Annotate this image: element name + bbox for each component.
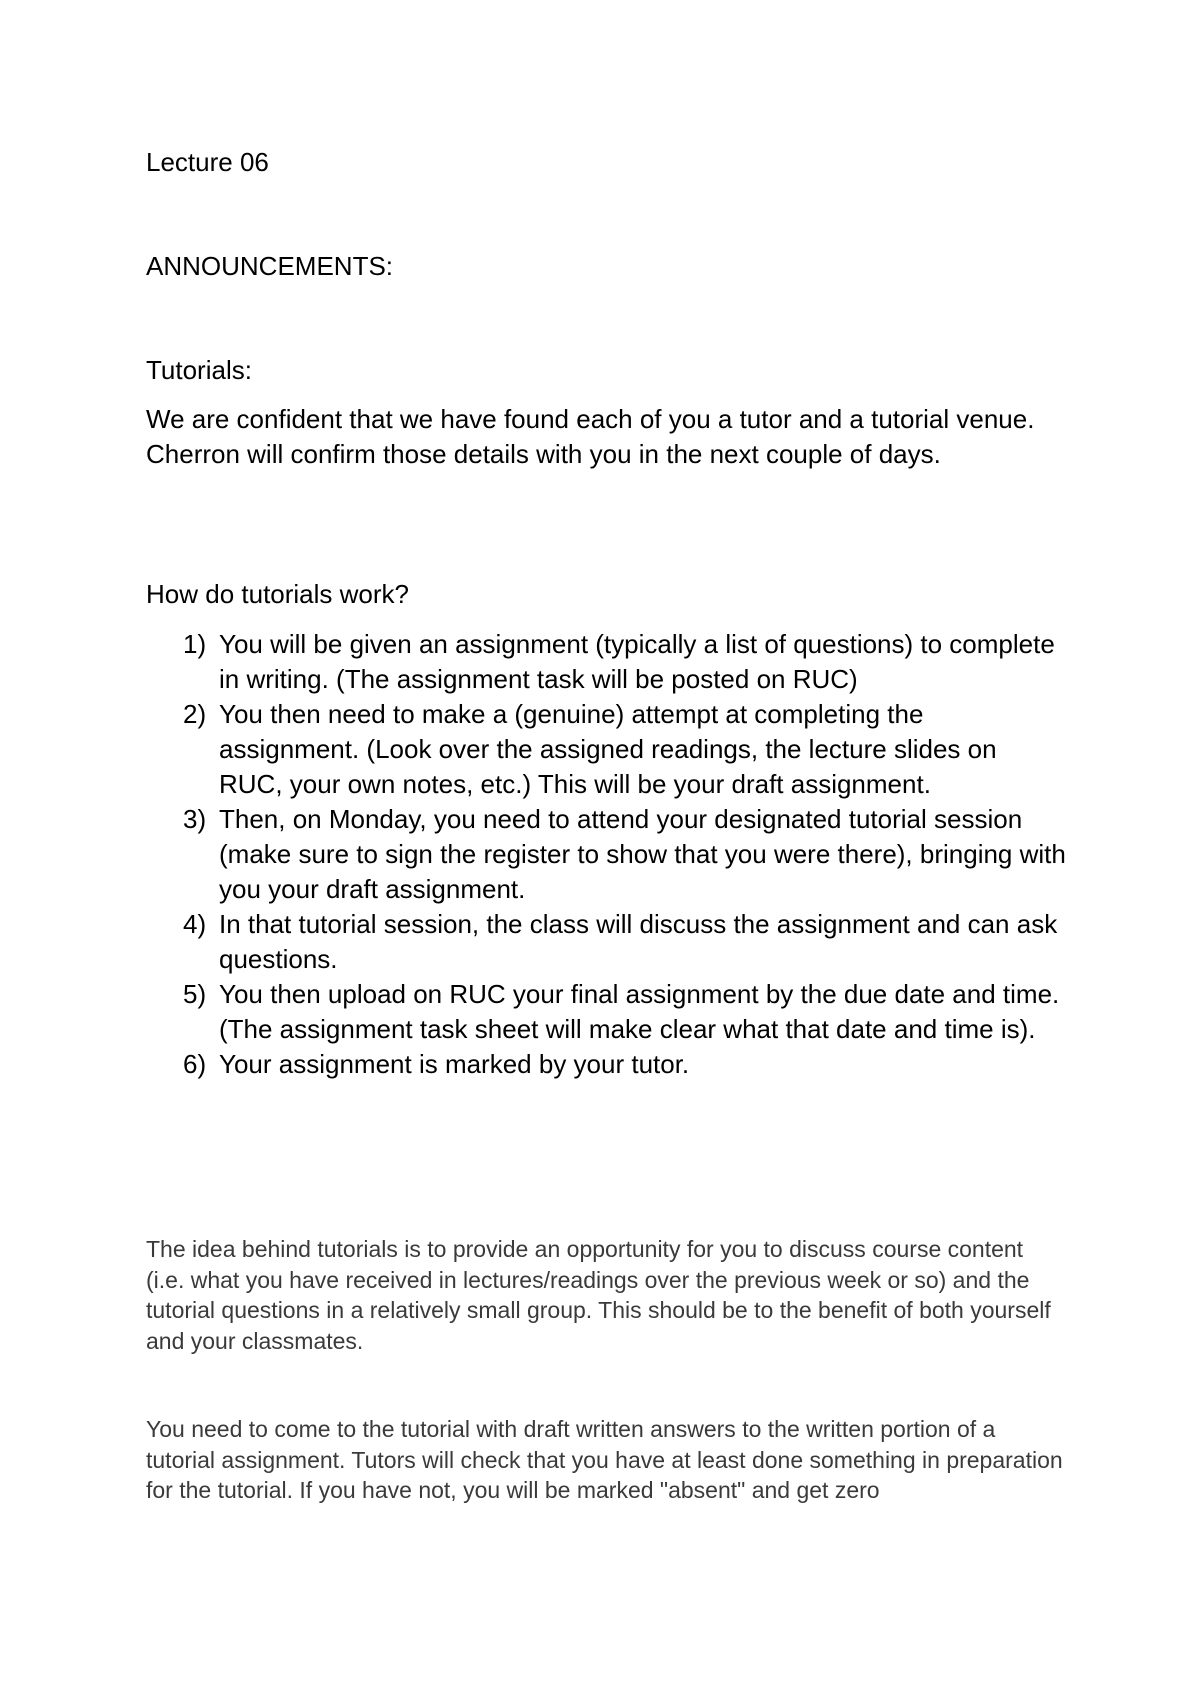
step-number: 1) — [183, 629, 207, 659]
how-tutorials-work-heading: How do tutorials work? — [146, 579, 409, 609]
step-text: You will be given an assignment (typically a list of questions) to complete in writing. (The assignment task will be posted on RUC) — [219, 629, 1055, 694]
step-number: 4) — [183, 909, 207, 939]
list-item — [146, 907, 1066, 977]
step-number: 6) — [183, 1049, 207, 1079]
lecture-title: Lecture 06 — [146, 147, 269, 177]
list-item — [146, 977, 1066, 1047]
step-number: 3) — [183, 804, 207, 834]
step-number: 2) — [183, 699, 207, 729]
step-text: Your assignment is marked by your tutor. — [219, 1049, 690, 1079]
step-number: 5) — [183, 979, 207, 1009]
list-item — [146, 627, 1066, 697]
list-item — [146, 802, 1066, 907]
step-text: In that tutorial session, the class will discuss the assignment and can ask questions. — [219, 909, 1058, 974]
list-item — [146, 1047, 1066, 1082]
step-text: Then, on Monday, you need to attend your designated tutorial session (make sure to sign the register to show that you were there), bringing with you your draft assignment. — [219, 804, 1066, 904]
tutorials-heading: Tutorials: — [146, 355, 252, 385]
tutorials-paragraph: We are confident that we have found each of you a tutor and a tutorial venue. Cherron will confirm those details with you in the next couple of days. — [146, 404, 1035, 469]
tutorial-steps-list — [146, 627, 1066, 1082]
idea-paragraph: The idea behind tutorials is to provide an opportunity for you to discuss course content (i.e. what you have received in lectures/readings over the previous week or so) and the tutorial questions in a relatively small group. This should be to the benefit of both yourself and your classmates. — [146, 1236, 1051, 1354]
step-text: You then upload on RUC your final assignment by the due date and time. (The assignment task sheet will make clear what that date and time is). — [219, 979, 1060, 1044]
list-item — [146, 697, 1066, 802]
announcements-heading: ANNOUNCEMENTS: — [146, 251, 394, 281]
step-text: You then need to make a (genuine) attempt at completing the assignment. (Look over the assigned readings, the lecture slides on RUC, your own notes, etc.) This will be your draft assignment. — [219, 699, 997, 799]
draft-answers-paragraph: You need to come to the tutorial with draft written answers to the written portion of a tutorial assignment. Tutors will check that you have at least done something in preparation for the tutorial. If you have not, you will be marked "absent" and get zero — [146, 1416, 1063, 1503]
